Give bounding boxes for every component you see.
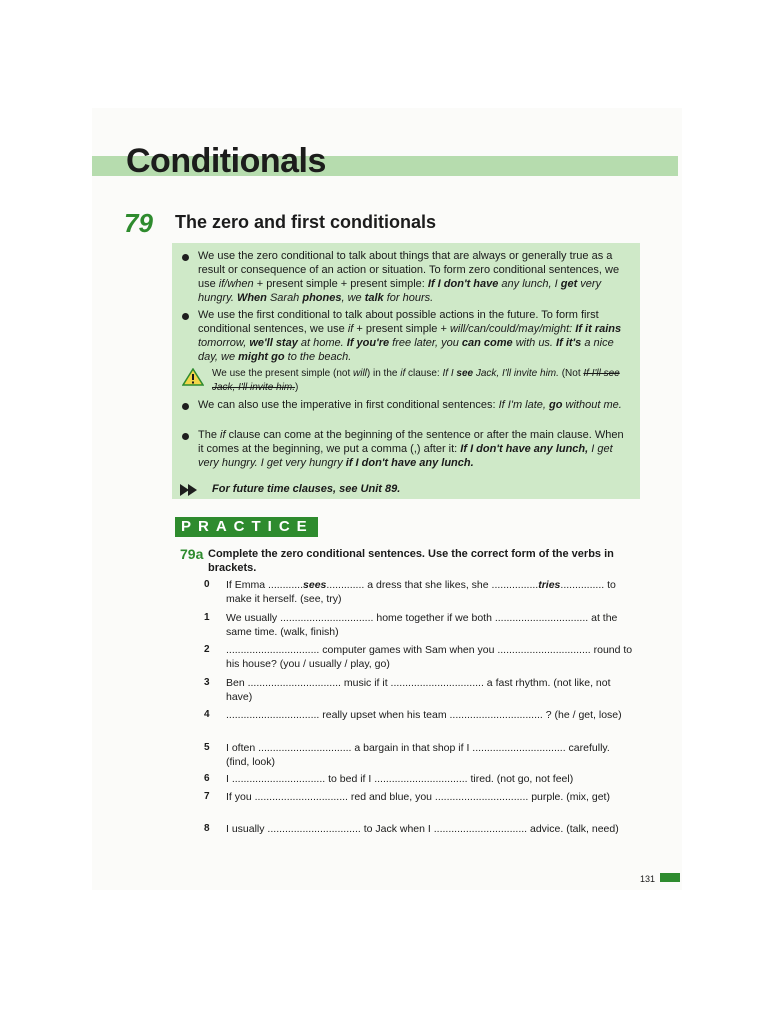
example-answer: tries [538,579,561,591]
question-text [226,790,634,804]
cross-reference: For future time clauses, see Unit 89. [212,483,401,495]
question-text [226,741,634,769]
text-run: can come [461,337,513,349]
practice-banner: PRACTICE [175,517,318,537]
text-run: ................................ really upset when his team ................................ ? (he / get, lose) [226,709,622,721]
warning-icon [182,368,204,386]
text-run: we'll stay [249,337,298,349]
question-text [226,772,634,786]
text-run: Ben ................................ music if it ................................ a fast rhythm. (not like, not have) [226,677,611,703]
text-run: If I don't have any lunch, [460,443,589,455]
text-run: + present simple + [353,323,450,335]
question-text [226,611,634,639]
question-text [226,708,634,722]
text-run: Sarah [266,292,303,304]
unit-number: 79 [124,208,153,238]
example-answer: sees [303,579,327,591]
rule-bullet [182,403,189,410]
text-run: phones [302,292,342,304]
text-run: (Not [558,368,584,379]
text-run: We use the zero conditional to talk about things that are always or generally true as a result or consequence of an action or situation. To form zero conditional sentences, we use [198,250,620,290]
text-run: at home. [297,337,347,349]
text-run: If Emma ............ [226,579,304,591]
question-number: 1 [204,612,210,623]
question-number: 2 [204,644,210,655]
text-run: very hungry. [198,278,602,304]
text-run: + present simple + present simple: [253,278,428,290]
text-run: if/when [218,278,254,290]
rule-present-simple-note [212,367,630,395]
text-run: to the beach. [284,351,352,363]
text-run: might go [238,351,285,363]
text-run: We use the present simple (not [212,368,353,379]
text-run: If I [442,368,457,379]
question-text [226,643,634,671]
rule-bullet [182,313,189,320]
text-run: clause: [405,368,443,379]
rule-imperative [198,398,630,412]
text-run: if I don't have any lunch. [345,457,474,469]
question-number: 0 [204,579,210,590]
text-run: ) in the [366,368,401,379]
question-text [226,676,634,704]
text-run: for hours. [383,292,434,304]
text-run: ............... to make it herself. (see, try) [226,579,616,605]
text-run: ) [295,382,299,393]
text-run: If it's [556,337,582,349]
text-run: The [198,429,221,441]
page-tab [660,873,680,882]
question-number: 8 [204,823,210,834]
text-run: if [347,323,354,335]
fast-forward-icon [180,484,198,496]
text-run: with us. [512,337,557,349]
text-run: When [236,292,267,304]
rule-bullet [182,433,189,440]
text-run: ................................ computer games with Sam when you ................................ round to his house? (you / usually / play, go) [226,644,633,670]
text-run: without me. [562,399,622,411]
text-run: clause can come at the beginning of the sentence or after the main clause. When it comes at the beginning, we put a comma (,) after it: [198,429,624,455]
rule-zero-conditional [198,249,630,305]
text-run: ............. a dress that she likes, she ................ [326,579,539,591]
question-text [226,822,634,836]
text-run: will [353,368,367,379]
question-number: 4 [204,709,210,720]
question-number: 6 [204,773,210,784]
text-run: if [400,368,406,379]
text-run: If I don't have [427,278,499,290]
unit-title: The zero and first conditionals [175,212,437,232]
text-run: will/can/could/may/might: [449,323,573,335]
text-run: get [560,278,578,290]
text-run: If I'm late, [498,399,550,411]
question-number: 7 [204,791,210,802]
exercise-number: 79a [180,546,204,562]
rule-bullet [182,254,189,261]
text-run: if [220,429,226,441]
page-number: 131 [640,874,656,884]
text-run: any lunch, I [498,278,561,290]
text-run: Jack, I'll invite him. [473,368,559,379]
text-run: We can also use the imperative in first conditional sentences: [198,399,499,411]
text-run: talk [364,292,384,304]
text-run: If it rains [572,323,622,335]
text-run: free later, you [389,337,462,349]
text-run: If you're [346,337,390,349]
text-run: go [549,399,563,411]
text-run: I often ................................ a bargain in that shop if I ................................ carefully. (find, look) [226,742,610,768]
text-run: a nice day, we [198,337,614,363]
text-run: If you ................................ red and blue, you ................................ purple. (mix, get) [226,791,610,803]
text-run: tomorrow, [198,337,250,349]
exercise-instruction: Complete the zero conditional sentences. Use the correct form of the verbs in brackets. [208,548,614,574]
question-text [226,578,634,606]
rule-first-conditional [198,308,630,364]
text-run: I ................................ to bed if I ................................ tired. (not go, not feel) [226,773,574,785]
rule-clause-order [198,428,630,470]
text-run: If I'll see Jack, I'll invite him. [212,368,620,393]
question-number: 3 [204,677,210,688]
text-run: I get very hungry. I get very hungry [198,443,613,469]
text-run: I usually ................................ to Jack when I ................................ advice. (talk, need) [226,823,619,835]
chapter-title: Conditionals [126,142,326,180]
text-run: see [456,368,474,379]
text-run: We usually ................................ home together if we both ................................ at the same time. (walk, finish) [226,612,618,638]
text-run: We use the first conditional to talk about possible actions in the future. To form first conditional sentences, we use [198,309,599,335]
question-number: 5 [204,742,210,753]
text-run: , we [341,292,365,304]
